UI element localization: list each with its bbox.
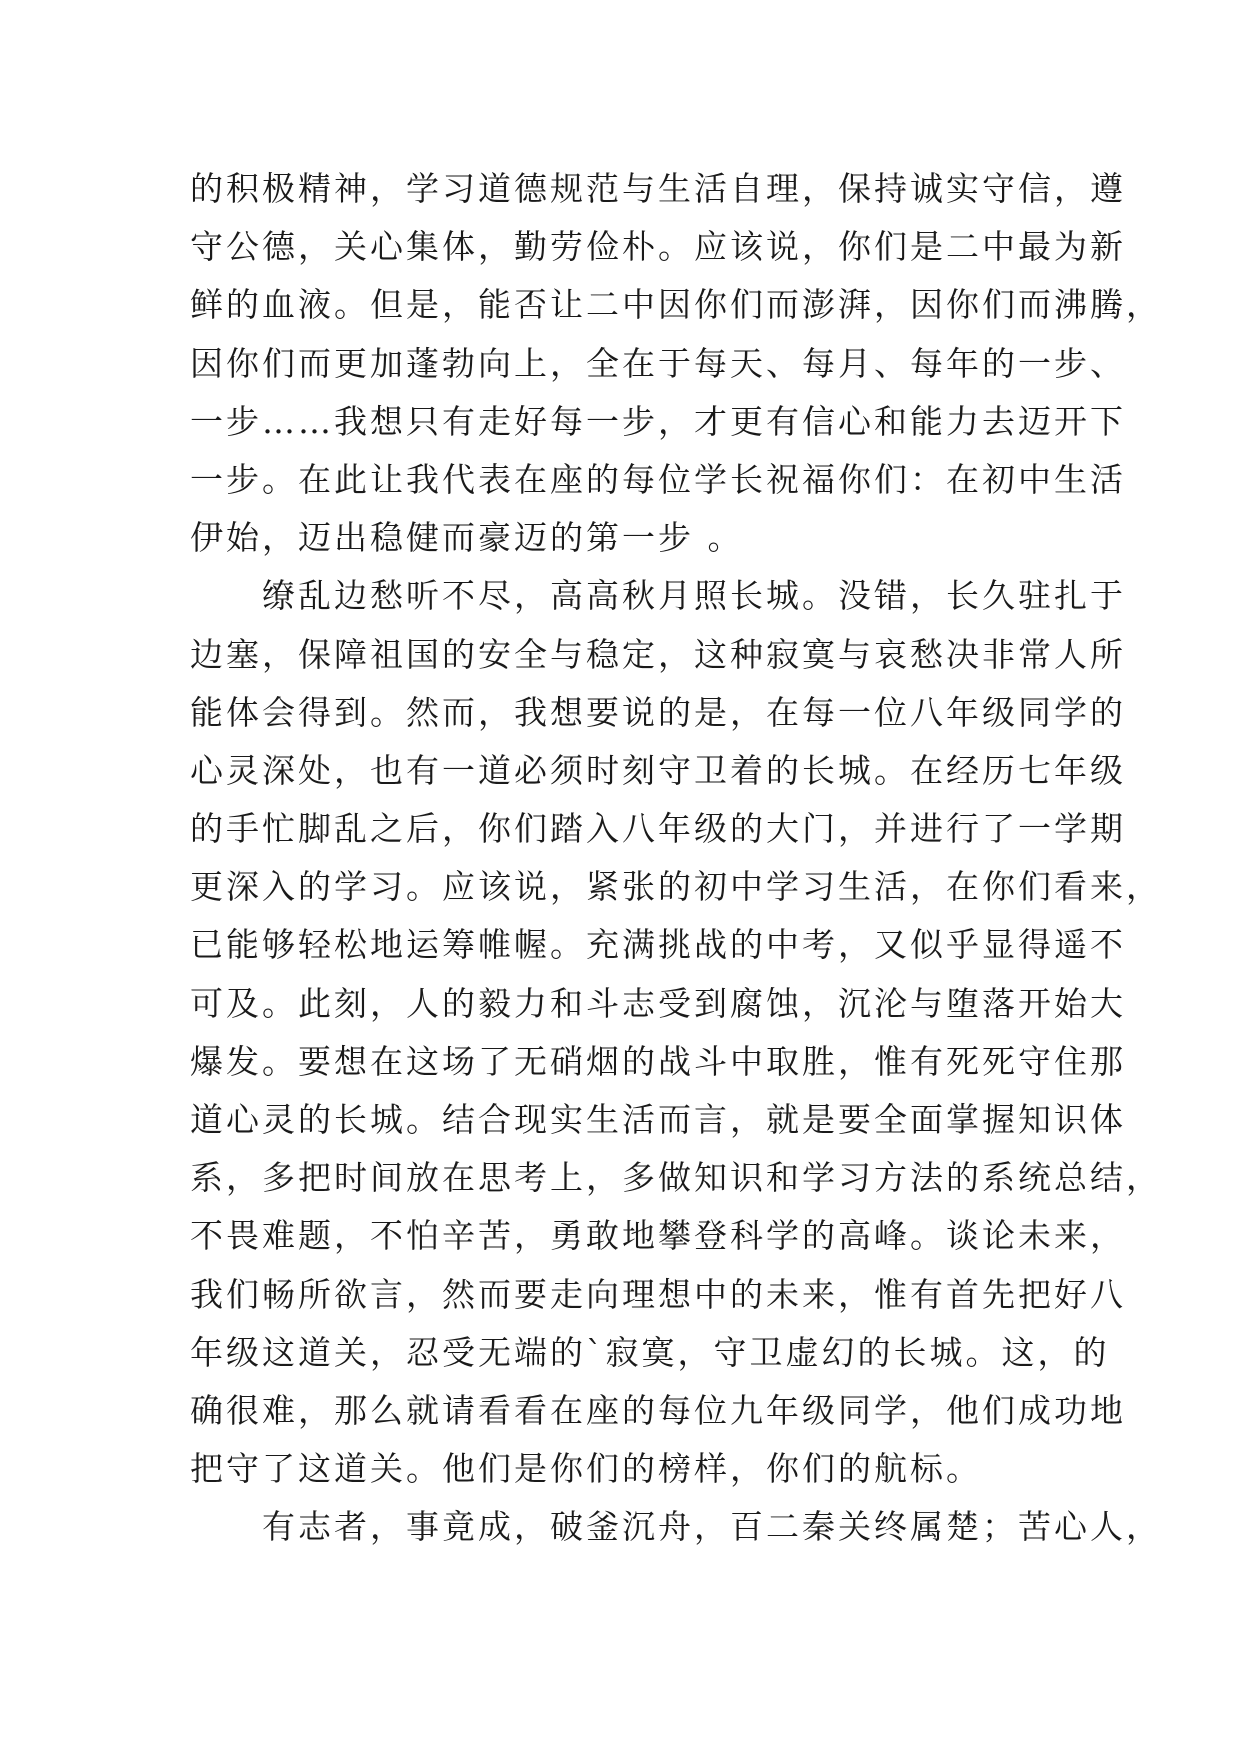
text-line: 心灵深处，也有一道必须时刻守卫着的长城。在经历七年级 [190,750,1126,790]
text-line: 边塞，保障祖国的安全与稳定，这种寂寞与哀愁决非常人所 [190,634,1126,674]
text-line: 因你们而更加蓬勃向上，全在于每天、每月、每年的一步、 [190,343,1126,383]
text-line: 把守了这道关。他们是你们的榜样，你们的航标。 [190,1449,982,1489]
text-line: 更深入的学习。应该说，紧张的初中学习生活，在你们看来， [190,867,1162,907]
document-body [190,160,1162,1557]
text-line: 的手忙脚乱之后，你们踏入八年级的大门，并进行了一学期 [190,809,1126,849]
text-line: 的积极精神，学习道德规范与生活自理，保持诚实守信，遵 [190,169,1126,208]
text-line: 一步……我想只有走好每一步，才更有信心和能力去迈开下 [190,401,1126,441]
text-line: 可及。此刻，人的毅力和斗志受到腐蚀，沉沦与堕落开始大 [190,983,1126,1023]
text-line: 能体会得到。然而，我想要说的是，在每一位八年级同学的 [190,692,1126,732]
text-line: 年级这道关，忍受无端的`寂寞，守卫虚幻的长城。这，的 [190,1332,1110,1372]
text-line: 我们畅所欲言，然而要走向理想中的未来，惟有首先把好八 [190,1274,1126,1314]
text-line: 系，多把时间放在思考上，多做知识和学习方法的系统总结， [190,1158,1162,1198]
text-line: 道心灵的长城。结合现实生活而言，就是要全面掌握知识体 [190,1100,1126,1139]
text-line: 已能够轻松地运筹帷幄。充满挑战的中考，又似乎显得遥不 [190,925,1126,965]
text-line: 确很难，那么就请看看在座的每位九年级同学，他们成功地 [190,1390,1126,1430]
text-line: 缭乱边愁听不尽，高高秋月照长城。没错，长久驻扎于 [190,576,1126,616]
text-line: 有志者，事竟成，破釜沉舟，百二秦关终属楚；苦心人， [190,1507,1162,1547]
text-line: 一步。在此让我代表在座的每位学长祝福你们：在初中生活 [190,459,1126,499]
text-line: 鲜的血液。但是，能否让二中因你们而澎湃，因你们而沸腾， [190,285,1162,325]
text-line: 不畏难题，不怕辛苦，勇敢地攀登科学的高峰。谈论未来， [190,1216,1126,1256]
text-line: 伊始，迈出稳健而豪迈的第一步 。 [190,518,744,558]
text-line: 爆发。要想在这场了无硝烟的战斗中取胜，惟有死死守住那 [190,1041,1126,1081]
text-line: 守公德，关心集体，勤劳俭朴。应该说，你们是二中最为新 [190,227,1126,267]
